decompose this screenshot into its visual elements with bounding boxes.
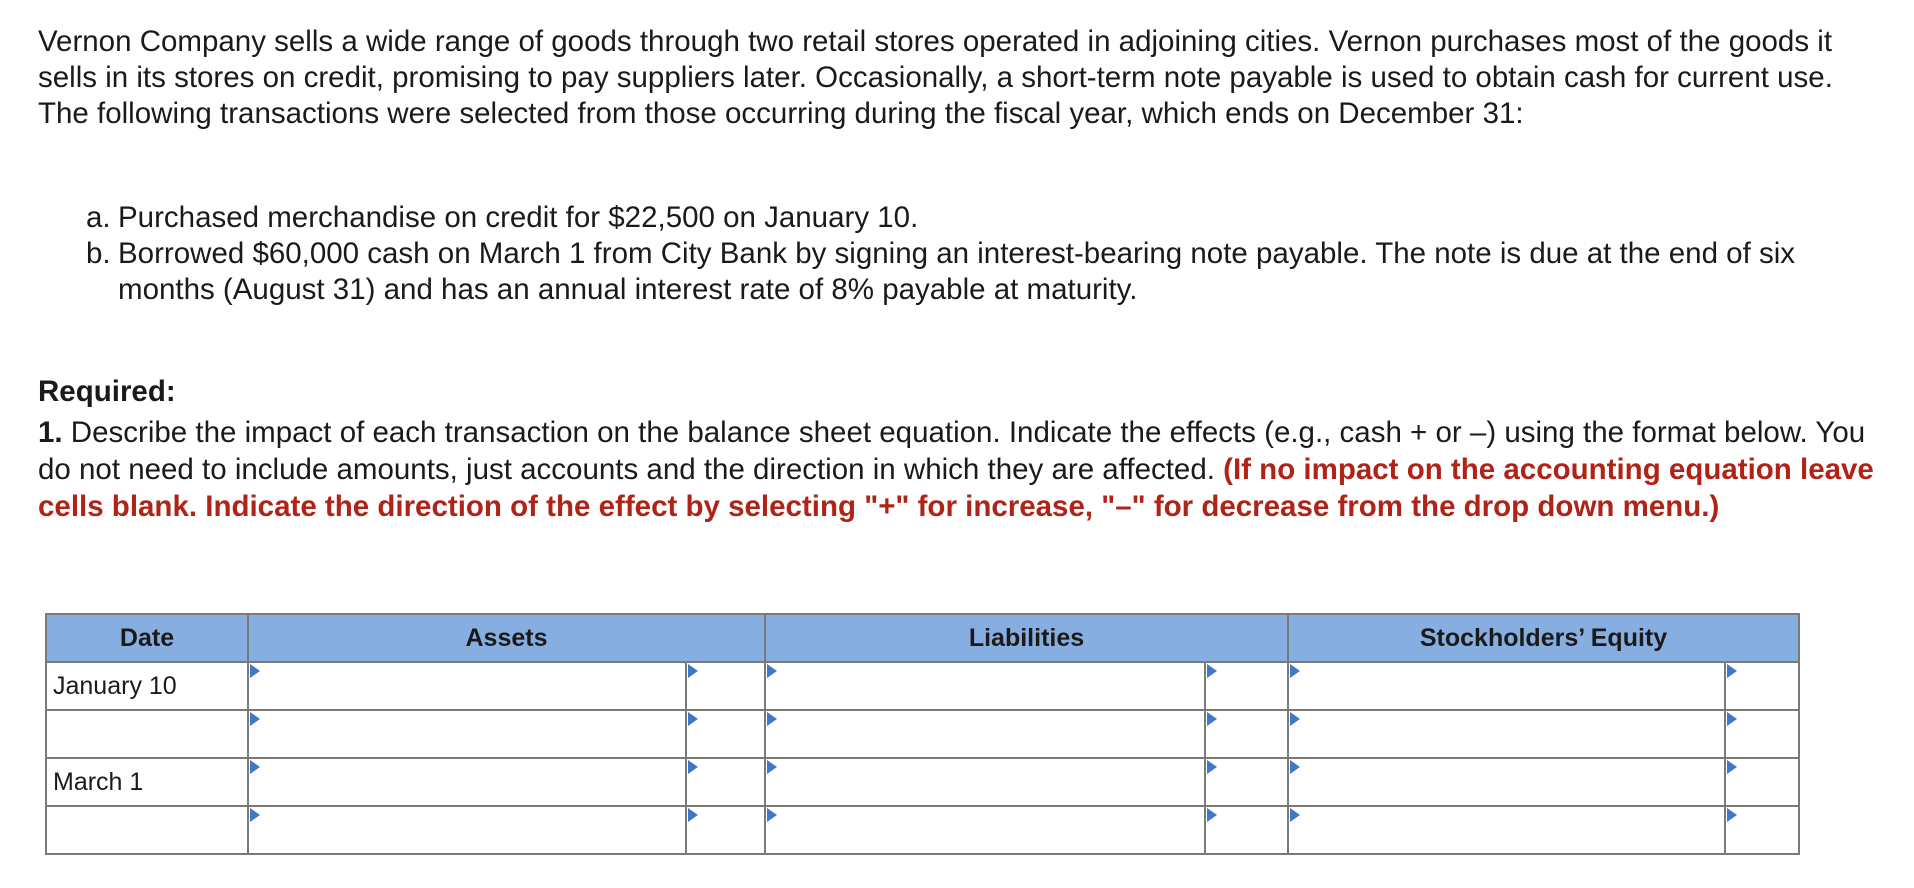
liabilities-direction-dropdown[interactable] [1205,662,1288,710]
equity-direction-dropdown[interactable] [1725,758,1799,806]
equity-account-dropdown[interactable] [1288,710,1725,758]
dropdown-cell[interactable] [1206,663,1287,709]
dropdown-triangle-icon [1727,808,1737,822]
dropdown-triangle-icon [688,712,698,726]
equity-header: Stockholders’ Equity [1288,614,1799,662]
dropdown-triangle-icon [767,664,777,678]
dropdown-cell[interactable] [1289,807,1724,853]
liabilities-account-dropdown[interactable] [765,806,1205,854]
assets-direction-dropdown[interactable] [686,710,765,758]
dropdown-cell[interactable] [766,711,1204,757]
transaction-text: Borrowed $60,000 cash on March 1 from City Bank by signing an interest-bearing note payable. The note is due at the end of six months (August 31) and has an annual interest rate of 8% payable at maturity. [118,237,1796,306]
dropdown-triangle-icon [250,712,260,726]
assets-account-dropdown[interactable] [248,710,686,758]
liabilities-direction-dropdown[interactable] [1205,806,1288,854]
table-row [46,806,1799,854]
requirement-text: Describe the impact of each transaction on the balance sheet equation. Indicate the effects (e.g., cash + or –) using the format below. You do not need to include amounts, just accounts and the direction in which they are affected. [38,416,1866,486]
dropdown-cell[interactable] [249,711,685,757]
assets-direction-dropdown[interactable] [686,662,765,710]
dropdown-triangle-icon [1207,712,1217,726]
liabilities-account-dropdown[interactable] [765,662,1205,710]
required-instructions [38,414,1898,525]
dropdown-cell[interactable] [687,711,764,757]
row-date: January 10 [46,662,248,710]
dropdown-triangle-icon [1207,760,1217,774]
transaction-item [86,236,1896,308]
equity-account-dropdown[interactable] [1288,662,1725,710]
dropdown-triangle-icon [688,664,698,678]
transaction-marker: a. [86,201,111,234]
dropdown-triangle-icon [767,712,777,726]
assets-account-dropdown[interactable] [248,758,686,806]
dropdown-cell[interactable] [1289,759,1724,805]
dropdown-triangle-icon [1727,664,1737,678]
dropdown-cell[interactable] [1206,807,1287,853]
equity-direction-dropdown[interactable] [1725,710,1799,758]
required-title: Required: [38,375,176,408]
dropdown-cell[interactable] [766,759,1204,805]
dropdown-triangle-icon [250,664,260,678]
equity-account-dropdown[interactable] [1288,806,1725,854]
assets-header: Assets [248,614,765,662]
assets-account-dropdown[interactable] [248,806,686,854]
dropdown-triangle-icon [1727,712,1737,726]
row-date [46,710,248,758]
dropdown-cell[interactable] [687,759,764,805]
dropdown-triangle-icon [1290,808,1300,822]
dropdown-cell[interactable] [249,663,685,709]
table-row [46,662,1799,710]
table-row [46,758,1799,806]
requirement-highlight: (If no impact on the accounting equation leave cells blank. Indicate the direction of the effect by selecting "+" for increase, "–" for decrease from the drop down menu.) [38,453,1874,523]
equity-direction-dropdown[interactable] [1725,662,1799,710]
dropdown-cell[interactable] [1206,759,1287,805]
dropdown-triangle-icon [250,808,260,822]
dropdown-triangle-icon [250,760,260,774]
row-date [46,806,248,854]
dropdown-triangle-icon [1290,760,1300,774]
dropdown-triangle-icon [688,760,698,774]
problem-intro: Vernon Company sells a wide range of goods through two retail stores operated in adjoining cities. Vernon purchases most of the goods it sells in its stores on credit, promising to pay suppliers later. Occasionally, a short-term note payable is used to obtain cash for current use. The following transactions were selected from those occurring during the fiscal year, which ends on December 31: [38,25,1833,130]
dropdown-cell[interactable] [249,807,685,853]
assets-account-dropdown[interactable] [248,662,686,710]
transaction-list [86,200,1896,308]
dropdown-cell[interactable] [766,663,1204,709]
assets-direction-dropdown[interactable] [686,758,765,806]
liabilities-direction-dropdown[interactable] [1205,710,1288,758]
dropdown-triangle-icon [1727,760,1737,774]
dropdown-triangle-icon [1290,712,1300,726]
assets-direction-dropdown[interactable] [686,806,765,854]
dropdown-cell[interactable] [766,807,1204,853]
transaction-item [86,200,1896,236]
equity-account-dropdown[interactable] [1288,758,1725,806]
table-header-row [46,614,1799,662]
requirement-number: 1. [38,416,63,449]
liabilities-account-dropdown[interactable] [765,758,1205,806]
date-header: Date [46,614,248,662]
dropdown-cell[interactable] [1726,759,1798,805]
transaction-marker: b. [86,237,111,270]
dropdown-cell[interactable] [1726,663,1798,709]
transaction-text: Purchased merchandise on credit for $22,500 on January 10. [118,201,919,234]
dropdown-cell[interactable] [1289,711,1724,757]
row-date: March 1 [46,758,248,806]
equity-direction-dropdown[interactable] [1725,806,1799,854]
dropdown-cell[interactable] [1726,807,1798,853]
dropdown-cell[interactable] [1726,711,1798,757]
liabilities-account-dropdown[interactable] [765,710,1205,758]
liabilities-header: Liabilities [765,614,1288,662]
dropdown-cell[interactable] [1206,711,1287,757]
liabilities-direction-dropdown[interactable] [1205,758,1288,806]
table-row [46,710,1799,758]
dropdown-cell[interactable] [687,807,764,853]
dropdown-cell[interactable] [249,759,685,805]
dropdown-triangle-icon [767,808,777,822]
dropdown-cell[interactable] [1289,663,1724,709]
dropdown-triangle-icon [1207,808,1217,822]
balance-sheet-equation-table [45,613,1800,855]
dropdown-triangle-icon [688,808,698,822]
dropdown-triangle-icon [1290,664,1300,678]
dropdown-triangle-icon [767,760,777,774]
dropdown-cell[interactable] [687,663,764,709]
dropdown-triangle-icon [1207,664,1217,678]
